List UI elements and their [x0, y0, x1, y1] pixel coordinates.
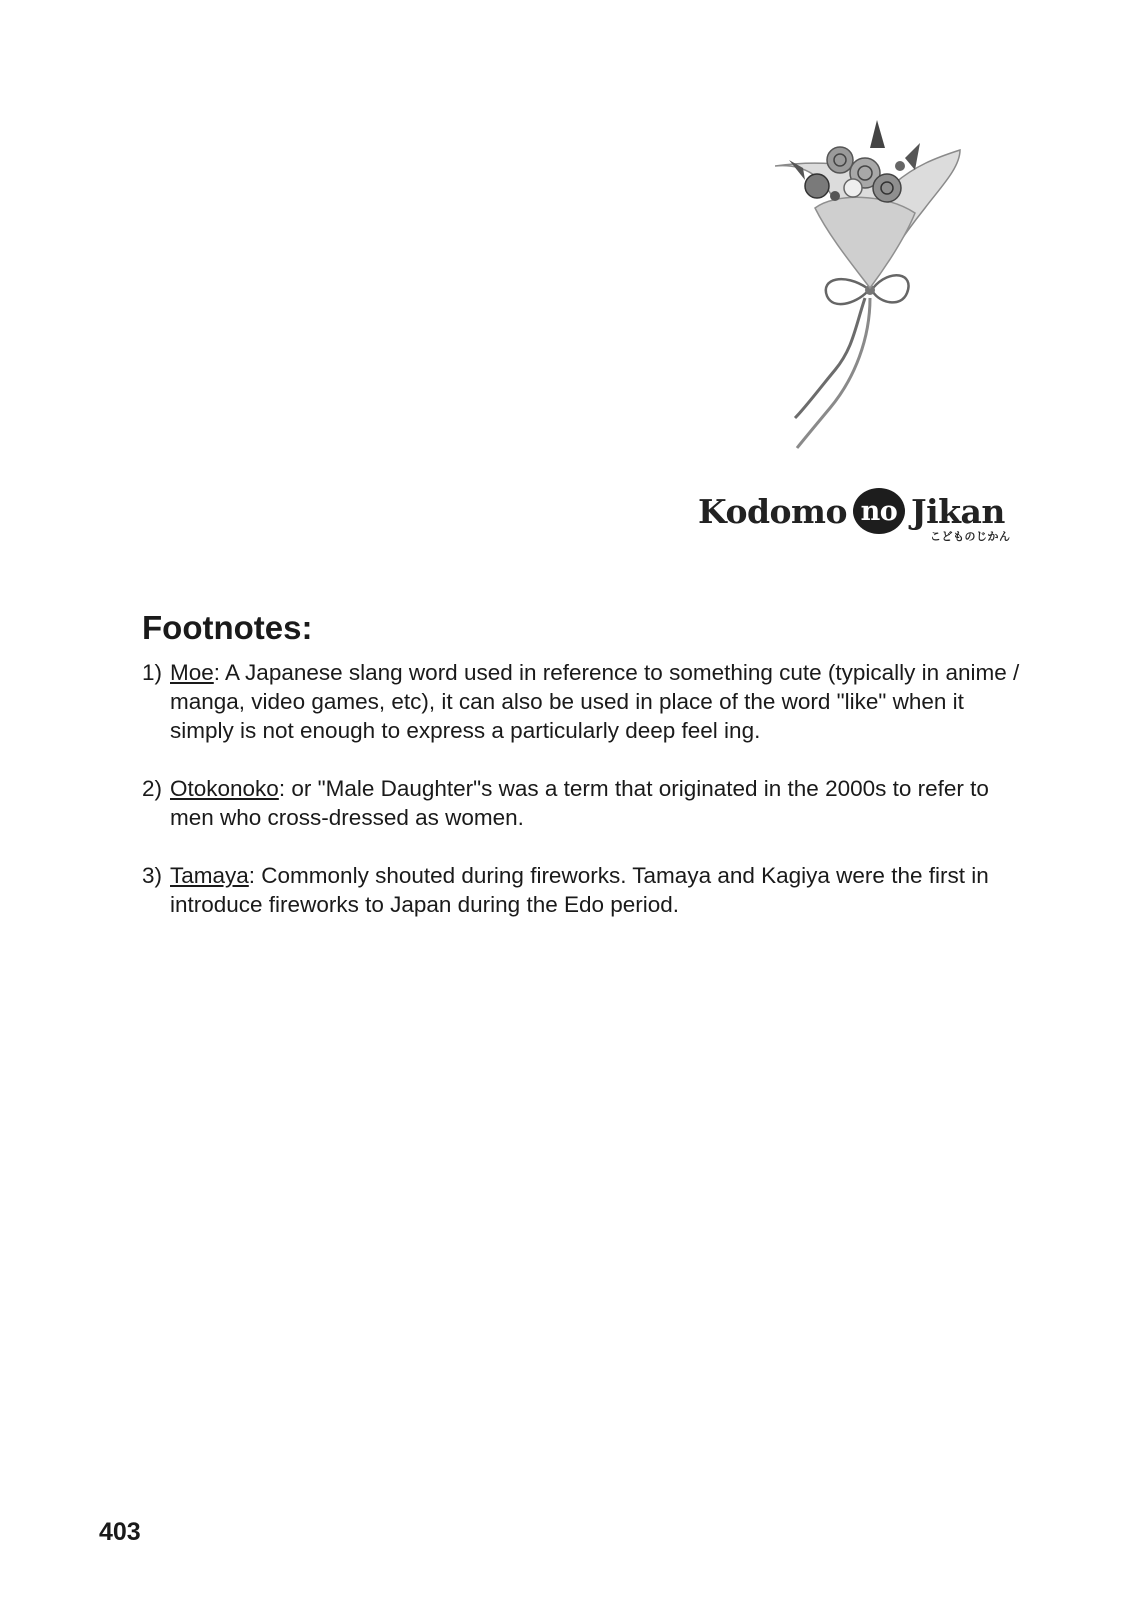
footnote-item: [142, 774, 1022, 832]
kodomo-no-jikan-logo: [698, 488, 1018, 548]
footnote-item: [142, 658, 1022, 745]
footnote-body: [170, 774, 1022, 832]
bouquet-illustration: [775, 108, 1005, 468]
footnote-item: [142, 861, 1022, 919]
page-number: 403: [99, 1518, 141, 1546]
logo-subtitle: こどものじかん: [930, 530, 1011, 543]
footnote-body: [170, 861, 1022, 919]
footnote-term: Moe: [170, 660, 214, 685]
footnote-text: : Commonly shouted during fireworks. Tamaya and Kagiya were the first in introduce fireworks to Japan during the Edo period.: [170, 863, 989, 917]
footnote-term: Otokonoko: [170, 776, 279, 801]
footnote-number: 1): [142, 660, 163, 685]
footnotes-section: [142, 608, 1022, 948]
footnotes-heading: Footnotes:: [142, 609, 313, 646]
footnote-body: [170, 658, 1022, 745]
footnote-number: 2): [142, 776, 163, 801]
logo-word-jikan: Jikan: [910, 491, 1005, 531]
logo-word-kodomo: Kodomo: [698, 491, 847, 531]
footnote-term: Tamaya: [170, 863, 249, 888]
footnote-text: : or "Male Daughter"s was a term that originated in the 2000s to refer to men who cross-dressed as women.: [170, 776, 989, 830]
footnote-number: 3): [142, 863, 163, 888]
footnote-text: : A Japanese slang word used in reference to something cute (typically in anime / manga, video games, etc), it can also be used in place of the word "like" when it simply is not enough to express a particularly deep feel ing.: [170, 660, 1020, 743]
logo-no-circle: no: [853, 488, 905, 534]
